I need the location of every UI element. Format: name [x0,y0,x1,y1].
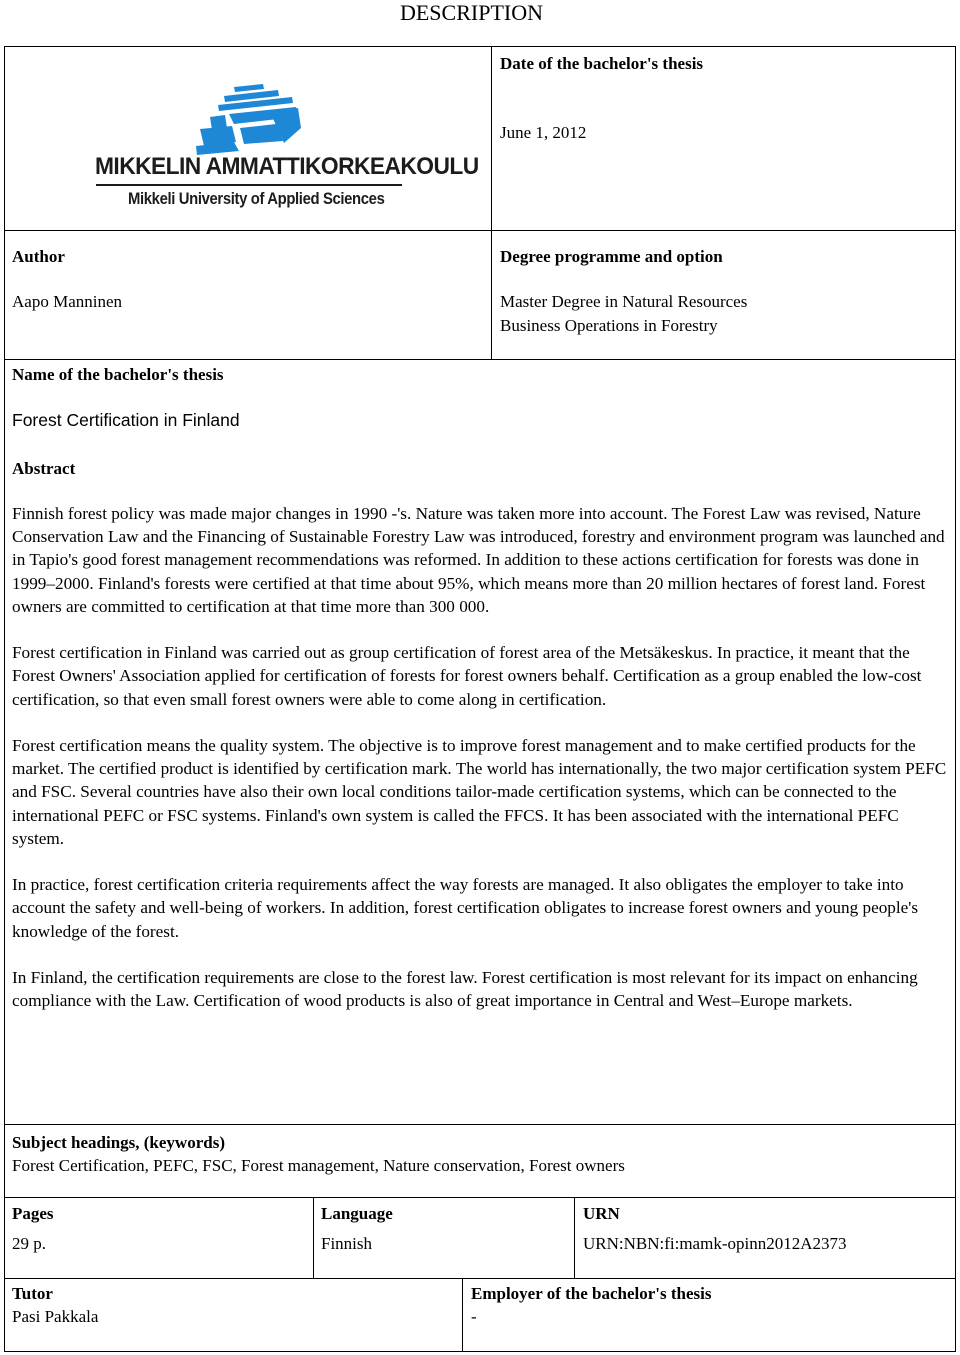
language-value: Finnish [321,1234,373,1253]
divider-col-tutor [462,1278,463,1352]
tutor-label: Tutor [12,1284,53,1303]
divider-col-logo [491,46,492,360]
divider-abstract [4,1124,956,1125]
abstract-label: Abstract [12,459,76,478]
abstract-body [12,502,950,1036]
divider-col-language [574,1197,575,1279]
keywords-label: Subject headings, (keywords) [12,1133,225,1152]
employer-label: Employer of the bachelor's thesis [471,1284,712,1303]
logo-title: MIKKELIN AMMATTIKORKEAKOULU [95,153,479,180]
keywords-value: Forest Certification, PEFC, FSC, Forest management, Nature conservation, Forest owners [12,1156,625,1175]
abstract-paragraph: Finnish forest policy was made major changes in 1990 -'s. Nature was taken more into account. The Forest Law was revised, Nature Conservation Law and the Financing of Sustainable Forestry Law was introduced, forestry and environment program was launched and in Tapio's good forest management recommendations was reformed. In addition to these actions certification for forests was done in 1999–2000. Finland's forests were certified at that time about 95%, which means more than 20 million hectares of forest land. Forest owners are committed to certification at that time more than 300 000. [12,504,945,616]
degree-line-1: Master Degree in Natural Resources [500,292,748,311]
date-label: Date of the bachelor's thesis [500,54,704,73]
divider-pages [4,1278,956,1279]
divider-header [4,230,956,231]
abstract-paragraph: Forest certification means the quality system. The objective is to improve forest management and to make certified products for the market. The certified product is identified by certification mark. The world has internationally, the two major certification system PEFC and FSC. Several countries have also their own local conditions tailor-made certification systems, which can be connected to the international PEFC or FSC systems. Finland's own system is called the FFCS. It has been associated with the international PEFC system. [12,736,947,848]
divider-author [4,359,956,360]
author-label: Author [12,247,65,266]
pages-value: 29 p. [12,1234,46,1253]
employer-value: - [471,1307,477,1326]
abstract-paragraph: Forest certification in Finland was carried out as group certification of forest area of the Metsäkeskus. In practice, it meant that the Forest Owners' Association applied for certification of forests for forest owners behalf. Certification as a group enabled the low-cost certification, so that even small forest owners were able to come along in certification. [12,643,922,709]
language-label: Language [321,1204,393,1223]
author-value: Aapo Manninen [12,292,123,311]
degree-line-2: Business Operations in Forestry [500,316,718,335]
logo-subtitle: Mikkeli University of Applied Sciences [128,190,385,208]
thesis-name-value: Forest Certification in Finland [12,410,240,430]
divider-col-pages [313,1197,314,1279]
divider-keywords [4,1197,956,1198]
urn-value: URN:NBN:fi:mamk-opinn2012A2373 [583,1234,847,1253]
degree-label: Degree programme and option [500,247,723,266]
urn-label: URN [583,1204,620,1223]
page-title: DESCRIPTION [399,0,543,25]
thesis-name-label: Name of the bachelor's thesis [12,365,224,384]
logo-divider [96,184,402,186]
pages-label: Pages [12,1204,54,1223]
tutor-value: Pasi Pakkala [12,1307,99,1326]
date-value: June 1, 2012 [500,123,587,142]
abstract-paragraph: In practice, forest certification criteria requirements affect the way forests are managed. It also obligates the employer to take into account the safety and well-being of workers. In addition, forest certification obligates to increase forest owners and young people's knowledge of the forest. [12,875,919,941]
abstract-paragraph: In Finland, the certification requirements are close to the forest law. Forest certification is most relevant for its impact on enhancing compliance with the Law. Certification of wood products is also of great importance in Central and West–Europe markets. [12,968,918,1011]
